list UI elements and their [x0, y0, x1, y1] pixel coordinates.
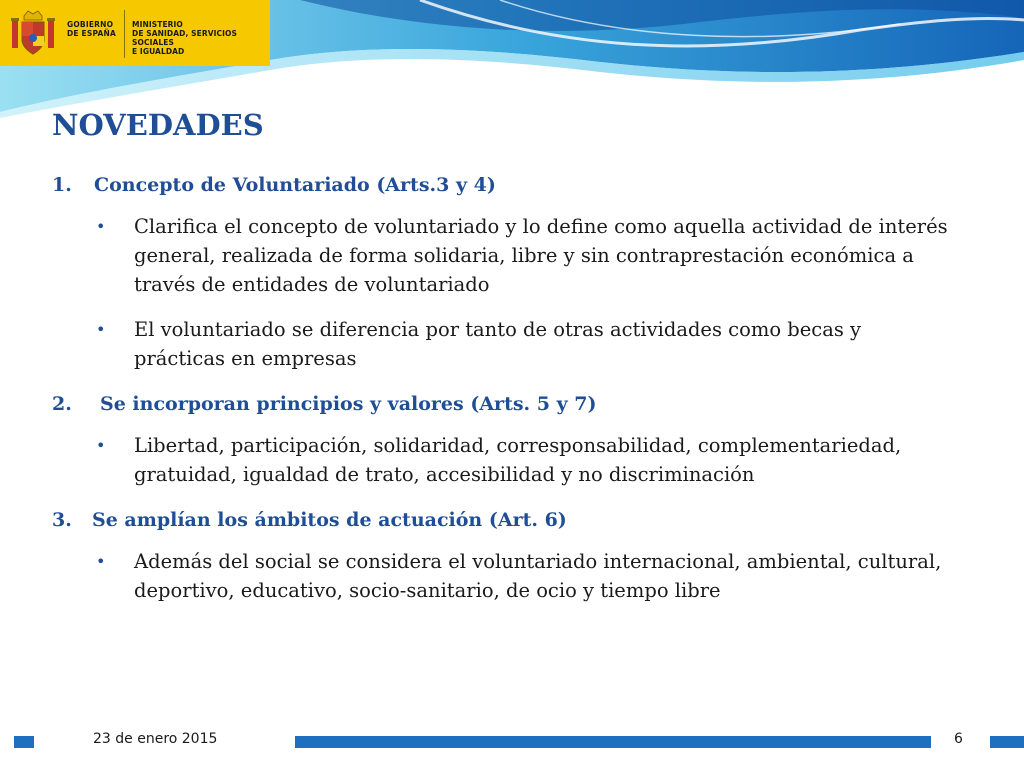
logo-divider	[124, 10, 125, 58]
coat-of-arms-icon	[8, 8, 58, 58]
bullet-icon: •	[96, 217, 106, 236]
bullet-icon: •	[96, 436, 106, 455]
section-number: 3.	[52, 509, 72, 531]
government-name: GOBIERNO DE ESPAÑA	[67, 20, 116, 38]
footer-date: 23 de enero 2015	[93, 731, 218, 747]
section-heading-2	[0, 391, 1024, 417]
bullet-item: • Además del social se considera el voluntariado internacional, ambiental, cultural, deportivo, educativo, socio-sanitario, de ocio y tiempo libre	[0, 547, 1024, 605]
bullet-item: • Libertad, participación, solidaridad, corresponsabilidad, complementariedad, gratuidad, igualdad de trato, accesibilidad y no discriminación	[0, 431, 1024, 489]
ministry-name: MINISTERIO DE SANIDAD, SERVICIOS SOCIALES E IGUALDAD	[132, 20, 238, 56]
footer-bar-center	[295, 736, 931, 748]
bullet-item: • Clarifica el concepto de voluntariado y lo define como aquella actividad de interés general, realizada de forma solidaria, libre y sin contraprestación económica a través de entidades de voluntariado	[0, 212, 1024, 299]
slide-content	[0, 172, 1024, 605]
bullet-icon: •	[96, 320, 106, 339]
bullet-icon: •	[96, 552, 106, 571]
footer-bar-left	[14, 736, 34, 748]
bullet-item: • El voluntariado se diferencia por tanto de otras actividades como becas y prácticas en empresas	[0, 315, 1024, 373]
slide-title: NOVEDADES	[52, 108, 264, 142]
page-number: 6	[954, 731, 963, 747]
section-heading-text: Concepto de Voluntariado (Arts.3 y 4)	[94, 174, 496, 196]
section-heading-text: Se amplían los ámbitos de actuación (Art. 6)	[92, 509, 567, 531]
section-heading-3	[0, 507, 1024, 533]
section-heading-text: Se incorporan principios y valores (Arts. 5 y 7)	[100, 393, 597, 415]
government-logo	[0, 0, 270, 66]
section-number: 2.	[52, 393, 72, 415]
section-number: 1.	[52, 174, 72, 196]
footer-bar-right	[990, 736, 1024, 748]
section-heading-1	[0, 172, 1024, 198]
